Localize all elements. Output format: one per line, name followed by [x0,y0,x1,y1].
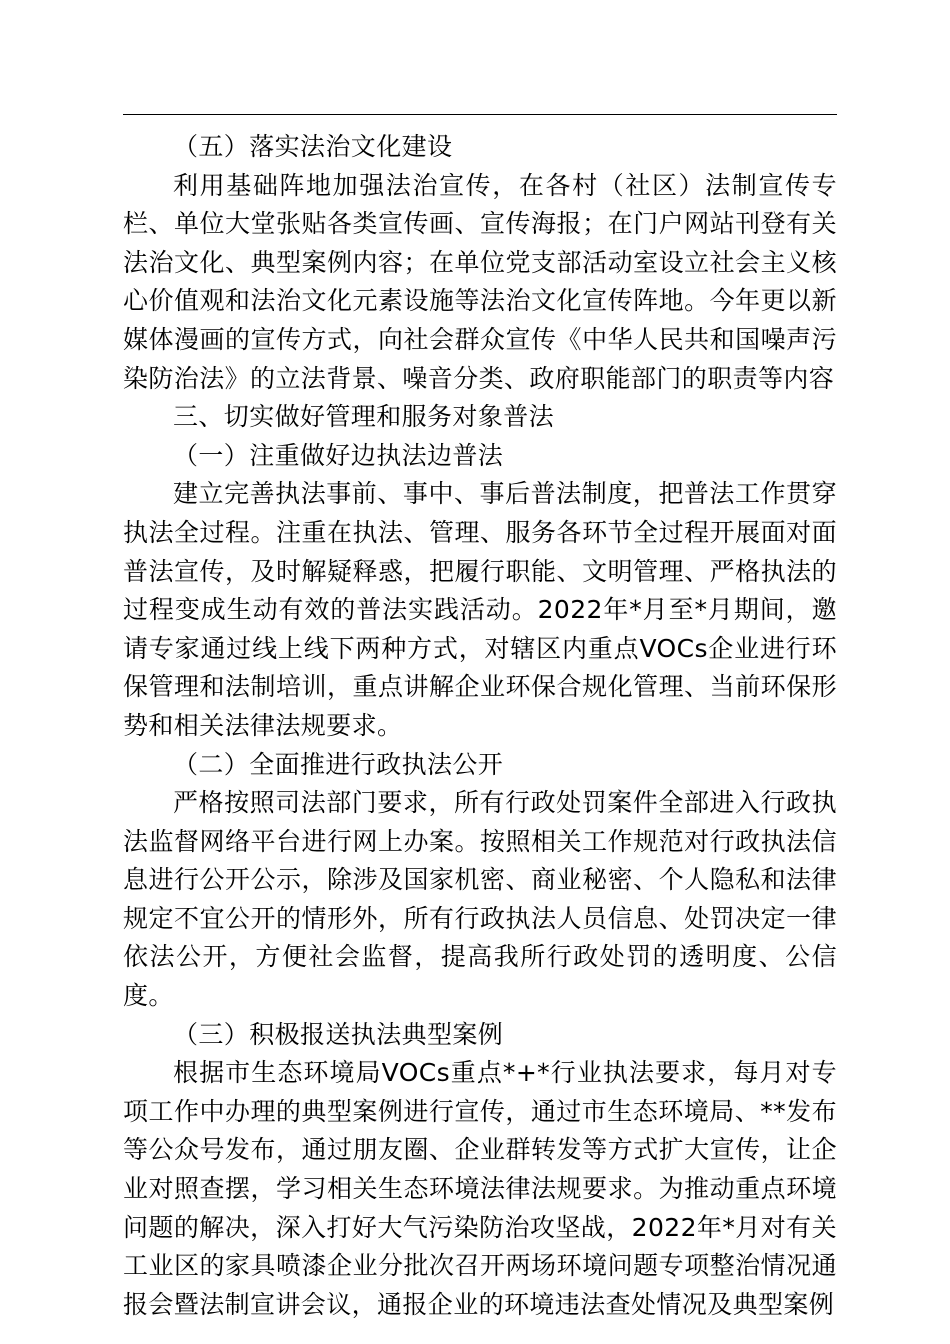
subsection-heading-3: （三）积极报送执法典型案例 [173,1019,504,1049]
paragraph-enforcement: 建立完善执法事前、事中、事后普法制度，把普法工作贯穿执法全过程。注重在执法、管理、服务各环节全过程开展面对面普法宣传，及时解疑释惑，把履行职能、文明管理、严格执法的过程变成生动有效的普法实践活动。2022年*月至*月期间，邀请专家通过线上线下两种方式，对辖区内重点VOCs企业进行环保管理和法制培训，重点讲解企业环保合规化管理、当前环保形势和相关法律法规要求。 [123,479,837,740]
subsection-heading-2: （二）全面推进行政执法公开 [173,749,504,779]
section-heading-3: 三、切实做好管理和服务对象普法 [173,402,555,432]
document-body [123,128,837,1324]
paragraph-cases: 根据市生态环境局VOCs重点*+*行业执法要求，每月对专项工作中办理的典型案例进行宣传，通过市生态环境局、**发布等公众号发布，通过朋友圈、企业群转发等方式扩大宣传，让企业对照查摆，学习相关生态环境法律法规要求。为推动重点环境问题的解决，深入打好大气污染防治攻坚战，2022年*月对有关工业区的家具喷漆企业分批次召开两场环境问题专项整治情况通报会暨法制宣讲会议，通报企业的环境违法查处情况及典型案例 [123,1058,837,1319]
paragraph-disclosure: 严格按照司法部门要求，所有行政处罚案件全部进入行政执法监督网络平台进行网上办案。按照相关工作规范对行政执法信息进行公开公示，除涉及国家机密、商业秘密、个人隐私和法律规定不宜公开的情形外，所有行政执法人员信息、处罚决定一律依法公开，方便社会监督，提高我所行政处罚的透明度、公信度。 [123,788,837,1011]
header-rule [123,114,837,115]
subsection-heading-1: （一）注重做好边执法边普法 [173,440,504,470]
paragraph-culture: 利用基础阵地加强法治宣传，在各村（社区）法制宣传专栏、单位大堂张贴各类宣传画、宣传海报；在门户网站刊登有关法治文化、典型案例内容；在单位党支部活动室设立社会主义核心价值观和法治文化元素设施等法治文化宣传阵地。今年更以新媒体漫画的宣传方式，向社会群众宣传《中华人民共和国噪声污染防治法》的立法背景、噪音分类、政府职能部门的职责等内容 [123,170,837,393]
section-heading-5-culture: （五）落实法治文化建设 [173,132,453,161]
